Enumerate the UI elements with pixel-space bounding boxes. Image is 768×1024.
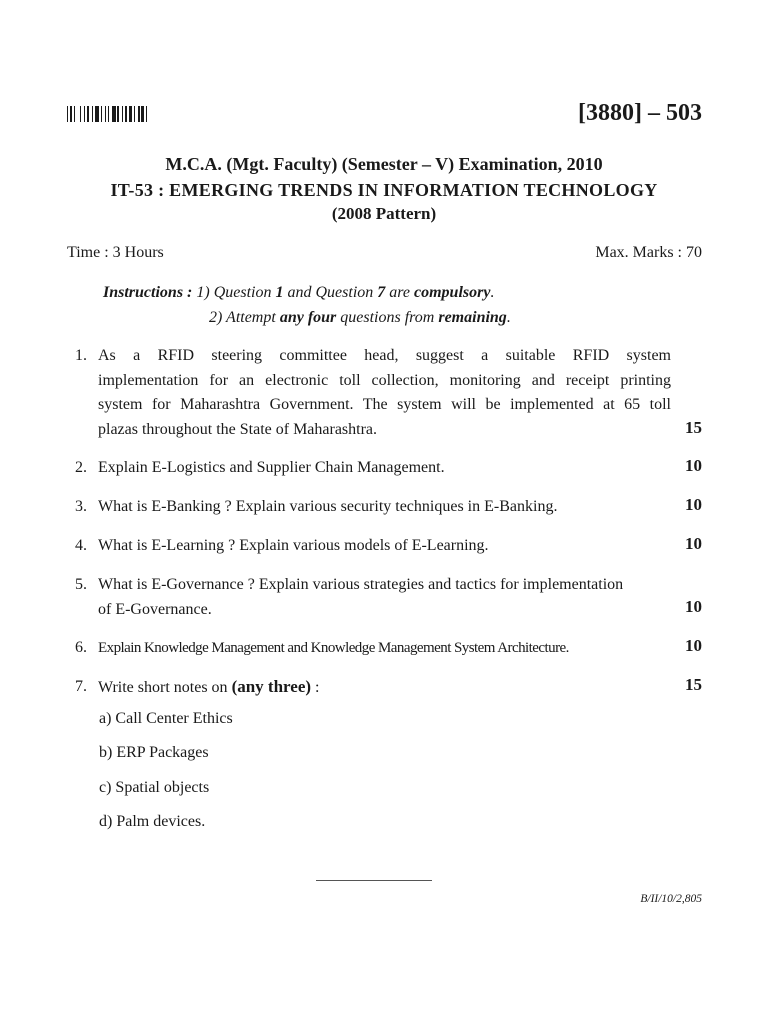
question-6 bbox=[75, 636, 675, 661]
instruction-bold: any four bbox=[279, 309, 337, 326]
barcode-bar bbox=[112, 106, 116, 122]
instruction-text: are bbox=[385, 284, 414, 301]
question-text-line: plazas throughout the State of Maharashtra. bbox=[98, 420, 378, 438]
question-text: What is E-Learning ? Explain various models of E-Learning. bbox=[98, 537, 489, 554]
barcode-bar bbox=[138, 106, 139, 122]
question-number: 4. bbox=[75, 537, 87, 554]
short-note-item: b) ERP Packages bbox=[99, 744, 209, 761]
question-text: Explain Knowledge Management and Knowledge Management System Architecture. bbox=[98, 640, 569, 656]
barcode-bar bbox=[74, 106, 75, 122]
question-number: 5. bbox=[75, 576, 87, 593]
barcode-bar bbox=[125, 106, 127, 122]
barcode-bar bbox=[134, 106, 135, 122]
instruction-bold: 7 bbox=[377, 284, 386, 301]
question-text: Write short notes on bbox=[98, 679, 232, 696]
question-marks: 15 bbox=[685, 675, 702, 694]
barcode-bar bbox=[92, 106, 93, 122]
question-text-line: implementation for an electronic toll collection, monitoring and receipt printing bbox=[98, 371, 671, 389]
barcode-bar bbox=[101, 106, 102, 122]
instruction-text: . bbox=[490, 284, 495, 301]
instruction-text: 1) Question bbox=[192, 284, 276, 301]
question-4 bbox=[75, 534, 671, 559]
barcode-bar bbox=[122, 106, 123, 122]
question-marks: 10 bbox=[685, 495, 702, 514]
instruction-text: questions from bbox=[336, 309, 439, 326]
pattern-title: (2008 Pattern) bbox=[331, 204, 437, 223]
barcode-bar bbox=[95, 106, 99, 122]
end-divider bbox=[316, 880, 432, 881]
barcode-bar bbox=[70, 106, 72, 122]
question-number: 2. bbox=[75, 459, 87, 476]
instructions-label: Instructions : bbox=[103, 284, 193, 301]
question-text: What is E-Banking ? Explain various security techniques in E-Banking. bbox=[98, 498, 558, 515]
question-3 bbox=[75, 495, 671, 520]
paper-code: [3880] – 503 bbox=[578, 100, 702, 126]
exam-title: M.C.A. (Mgt. Faculty) (Semester – V) Examination, 2010 bbox=[165, 154, 603, 174]
instruction-text: 2) Attempt bbox=[209, 309, 280, 326]
question-number: 7. bbox=[75, 678, 87, 695]
subject-title: IT-53 : EMERGING TRENDS IN INFORMATION TECHNOLOGY bbox=[110, 180, 658, 200]
question-number: 3. bbox=[75, 498, 87, 515]
barcode-bar bbox=[146, 106, 147, 122]
instruction-text: and Question bbox=[283, 284, 378, 301]
question-2 bbox=[75, 456, 671, 481]
question-7 bbox=[75, 675, 671, 701]
question-number: 1. bbox=[75, 347, 87, 364]
question-text-line: As a RFID steering committee head, suggest a suitable RFID system bbox=[98, 347, 671, 364]
footer-reference: B/II/10/2,805 bbox=[640, 893, 702, 905]
barcode-bar bbox=[84, 106, 85, 122]
instruction-text: . bbox=[506, 309, 511, 326]
barcode-bar bbox=[105, 106, 106, 122]
short-note-item: d) Palm devices. bbox=[99, 813, 206, 830]
instruction-bold: compulsory bbox=[414, 284, 491, 301]
short-note-item: c) Spatial objects bbox=[99, 779, 210, 796]
question-marks: 10 bbox=[685, 456, 702, 475]
barcode bbox=[67, 106, 199, 122]
question-marks: 10 bbox=[685, 636, 702, 655]
question-marks: 10 bbox=[685, 597, 702, 616]
barcode-bar bbox=[141, 106, 143, 122]
barcode-bar bbox=[67, 106, 68, 122]
instruction-bold: 1 bbox=[275, 284, 284, 301]
time-allowed: Time : 3 Hours bbox=[67, 244, 164, 261]
question-text-line: of E-Governance. bbox=[98, 600, 212, 618]
instruction-2 bbox=[209, 309, 511, 327]
instruction-bold: remaining bbox=[438, 309, 507, 326]
question-1 bbox=[75, 344, 671, 442]
question-marks: 10 bbox=[685, 534, 702, 553]
short-note-item: a) Call Center Ethics bbox=[99, 710, 233, 727]
question-text: : bbox=[311, 679, 320, 696]
question-5 bbox=[75, 573, 671, 622]
barcode-bar bbox=[117, 106, 118, 122]
question-text-bold: (any three) bbox=[231, 677, 312, 696]
question-number: 6. bbox=[75, 639, 87, 656]
question-text-line: What is E-Governance ? Explain various strategies and tactics for implementation bbox=[98, 576, 624, 593]
question-text-line: system for Maharashtra Government. The system will be implemented at 65 toll bbox=[98, 396, 671, 413]
barcode-bar bbox=[129, 106, 133, 122]
question-text: Explain E-Logistics and Supplier Chain Management. bbox=[98, 459, 445, 476]
max-marks: Max. Marks : 70 bbox=[595, 244, 702, 261]
question-marks: 15 bbox=[685, 418, 702, 437]
barcode-bar bbox=[87, 106, 89, 122]
instruction-1 bbox=[103, 284, 494, 302]
barcode-bar bbox=[108, 106, 109, 122]
barcode-bar bbox=[80, 106, 81, 122]
